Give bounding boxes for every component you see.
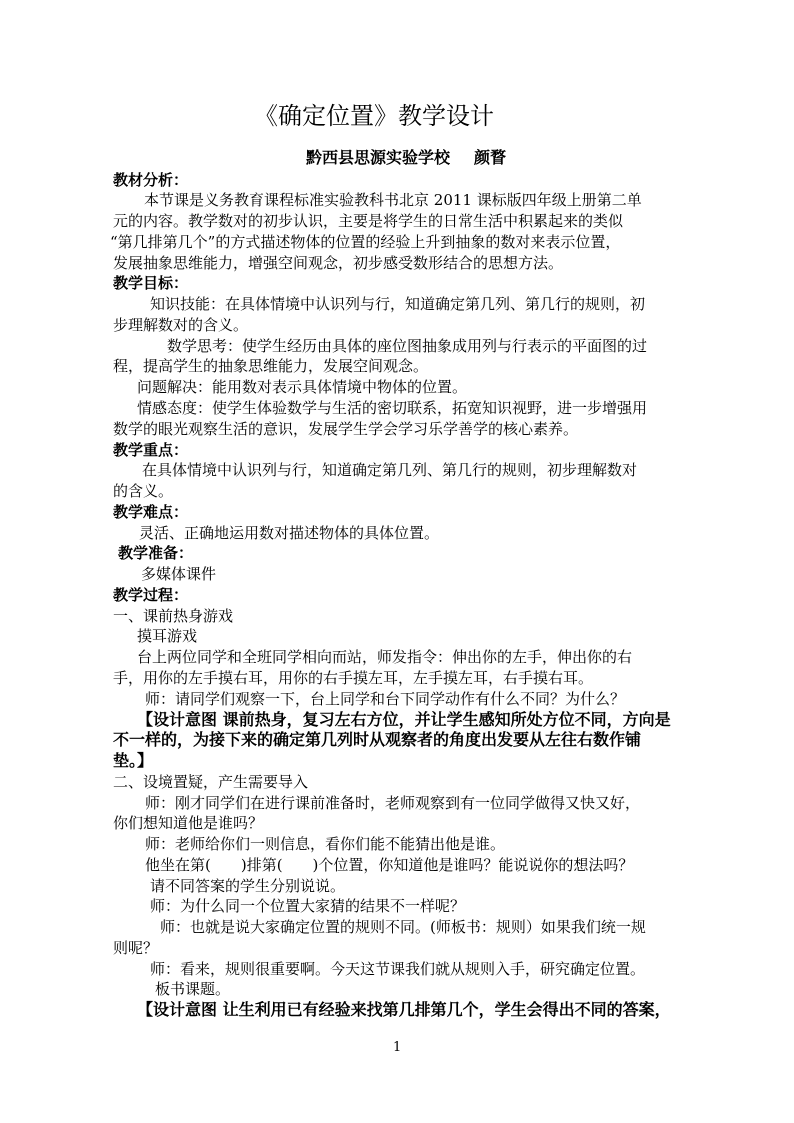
author-name: 颜瞀 xyxy=(474,148,507,167)
design-intent-line: 【设计意图 让生利用已有经验来找第几排第几个，学生会得出不同的答案， xyxy=(137,1000,671,1020)
section-heading-key-points: 教学重点： xyxy=(113,440,189,459)
section-heading-textbook-analysis: 教材分析： xyxy=(113,170,189,189)
text-line: 本节课是义务教育课程标准实验教科书北京 2011 课标版四年级上册第二单 xyxy=(144,191,642,210)
text-line: 手，用你的左手摸右耳，用你的右手摸左耳，左手摸左耳，右手摸右耳。 xyxy=(113,668,594,687)
text-line: 问题解决：能用数对表示具体情境中物体的位置。 xyxy=(137,378,468,397)
text-line: “第几排第几个”的方式描述物体的位置的经验上升到抽象的数对来表示位置， xyxy=(110,232,621,251)
text-line: 台上两位同学和全班同学相向而站，师发指令：伸出你的左手，伸出你的右 xyxy=(137,648,633,667)
school-name: 黔西县思源实验学校 xyxy=(306,148,451,167)
text-line: 则呢？ xyxy=(113,938,159,957)
section-heading-teaching-goals: 教学目标： xyxy=(113,274,189,293)
section-heading-process: 教学过程： xyxy=(113,585,189,604)
design-intent-line: 不一样的，为接下来的确定第几列时从观察者的角度出发要从左往右数作铺 xyxy=(113,730,642,750)
text-line: 步理解数对的含义。 xyxy=(113,315,249,334)
subsection-heading: 二、设境置疑，产生需要导入 xyxy=(113,772,309,791)
section-heading-preparation: 教学准备： xyxy=(118,544,194,563)
text-line: 在具体情境中认识列与行，知道确定第几列、第几行的规则，初步理解数对 xyxy=(142,461,638,480)
text-line: 数学思考：使学生经历由具体的座位图抽象成用列与行表示的平面图的过 xyxy=(167,336,648,355)
text-line: 师：刚才同学们在进行课前准备时，老师观察到有一位同学做得又快又好， xyxy=(145,793,641,812)
text-line: 师：为什么同一个位置大家猜的结果不一样呢？ xyxy=(150,897,466,916)
document-body xyxy=(0,170,794,1021)
document-title: 《确定位置》教学设计 xyxy=(254,102,494,130)
design-intent-line: 垫。】 xyxy=(113,751,154,771)
text-line: 请不同答案的学生分别说说。 xyxy=(150,876,346,895)
text-line: 知识技能：在具体情境中认识列与行，知道确定第几列、第几行的规则，初 xyxy=(150,295,646,314)
text-line: 师：老师给你们一则信息，看你们能不能猜出他是谁。 xyxy=(145,835,506,854)
text-line: 他坐在第( )排第( )个位置，你知道他是谁吗？能说说你的想法吗？ xyxy=(145,855,634,874)
text-line: 程，提高学生的抽象思维能力，发展空间观念。 xyxy=(113,357,429,376)
text-line: 师：请同学们观察一下，台上同学和台下同学动作有什么不同？为什么？ xyxy=(145,689,626,708)
section-heading-difficulties: 教学难点： xyxy=(113,502,189,521)
text-line: 多媒体课件 xyxy=(141,565,217,584)
text-line: 板书课题。 xyxy=(155,980,231,999)
text-line: 摸耳游戏 xyxy=(137,627,198,646)
subsection-heading: 一、课前热身游戏 xyxy=(113,606,234,625)
page-number: 1 xyxy=(393,1040,402,1055)
text-line: 发展抽象思维能力，增强空间观念，初步感受数形结合的思想方法。 xyxy=(113,253,564,272)
text-line: 师：也就是说大家确定位置的规则不同。(师板书：规则）如果我们统一规 xyxy=(160,918,646,937)
text-line: 你们想知道他是谁吗？ xyxy=(113,814,264,833)
text-line: 的含义。 xyxy=(113,482,174,501)
design-intent-line: 【设计意图 课前热身，复习左右方位，并让学生感知所处方位不同，方向是 xyxy=(137,709,671,729)
text-line: 情感态度：使学生体验数学与生活的密切联系，拓宽知识视野，进一步增强用 xyxy=(137,399,648,418)
text-line: 数学的眼光观察生活的意识，发展学生学会学习乐学善学的核心素养。 xyxy=(113,419,579,438)
text-line: 师：看来，规则很重要啊。今天这节课我们就从规则入手，研究确定位置。 xyxy=(150,959,646,978)
text-line: 元的内容。教学数对的初步认识，主要是将学生的日常生活中积累起来的类似 xyxy=(113,212,624,231)
text-line: 灵活、正确地运用数对描述物体的具体位置。 xyxy=(139,523,440,542)
